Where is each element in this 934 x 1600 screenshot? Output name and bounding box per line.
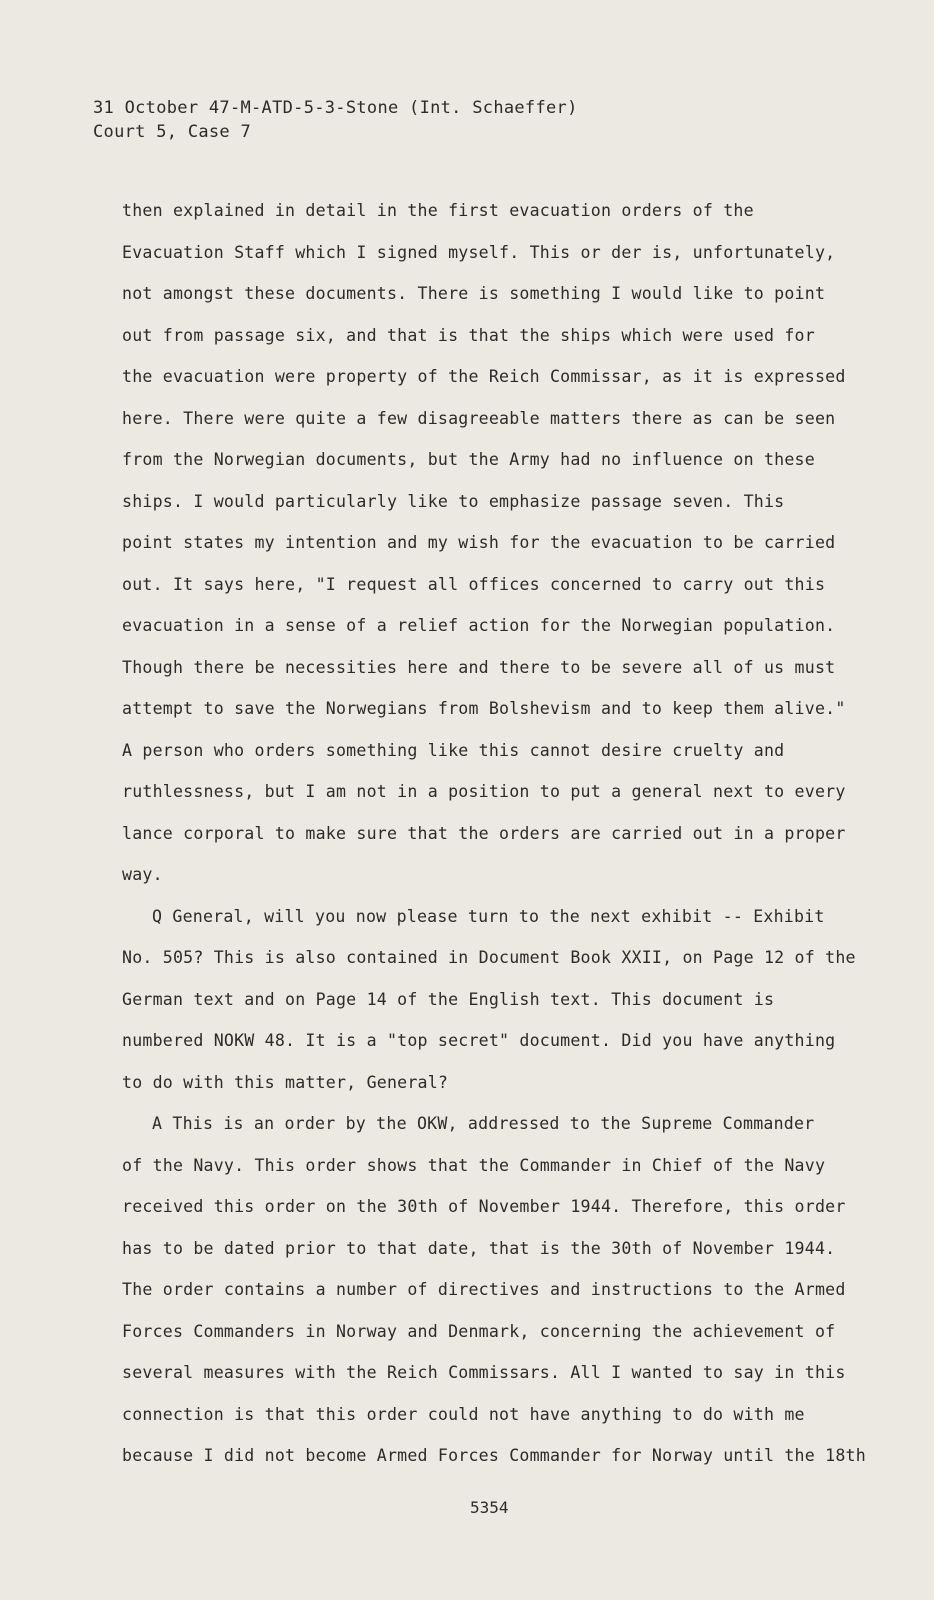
text-line: Q General, will you now please turn to the next exhibit -- Exhibit	[152, 906, 825, 926]
text-line: ships. I would particularly like to emphasize passage seven. This	[122, 491, 785, 511]
text-line: A person who orders something like this cannot desire cruelty and	[122, 740, 785, 760]
text-line: The order contains a number of directives and instructions to the Armed	[122, 1280, 846, 1299]
text-line: of the Navy. This order shows that the Commander in Chief of the Navy	[122, 1155, 826, 1175]
text-line: to do with this matter, General?	[122, 1072, 449, 1092]
text-line: the evacuation were property of the Reich Commissar, as it is expressed	[122, 367, 846, 386]
text-line: numbered NOKW 48. It is a "top secret" document. Did you have anything	[122, 1031, 836, 1050]
transcript-body	[122, 190, 882, 1477]
text-line: several measures with the Reich Commissars. All I wanted to say in this	[122, 1363, 846, 1382]
text-line: Forces Commanders in Norway and Denmark, concerning the achievement of	[122, 1321, 836, 1341]
text-line: German text and on Page 14 of the English text. This document is	[122, 989, 775, 1009]
text-line: out. It says here, "I request all offices concerned to carry out this	[122, 574, 826, 594]
text-line: ruthlessness, but I am not in a position to put a general next to every	[122, 782, 846, 801]
text-line: because I did not become Armed Forces Commander for Norway until the 18th	[122, 1446, 866, 1465]
text-line: out from passage six, and that is that the ships which were used for	[122, 325, 815, 345]
text-line: received this order on the 30th of November 1944. Therefore, this order	[122, 1197, 846, 1216]
text-line: here. There were quite a few disagreeable matters there as can be seen	[122, 408, 836, 428]
document-header	[93, 96, 578, 144]
header-line-1: 31 October 47-M-ATD-5-3-Stone (Int. Schaeffer)	[93, 98, 578, 118]
text-line: lance corporal to make sure that the orders are carried out in a proper	[122, 823, 846, 843]
text-line: way.	[122, 865, 163, 884]
text-line: point states my intention and my wish for the evacuation to be carried	[122, 533, 836, 552]
text-line: attempt to save the Norwegians from Bolshevism and to keep them alive."	[122, 699, 846, 718]
text-line: Though there be necessities here and there to be severe all of us must	[122, 657, 836, 677]
text-line: No. 505? This is also contained in Document Book XXII, on Page 12 of the	[122, 948, 856, 967]
text-line: evacuation in a sense of a relief action for the Norwegian population.	[122, 616, 836, 635]
page-number: 5354	[470, 1498, 509, 1517]
text-line: from the Norwegian documents, but the Army had no influence on these	[122, 450, 815, 469]
header-line-2: Court 5, Case 7	[93, 122, 252, 142]
text-line: has to be dated prior to that date, that is the 30th of November 1944.	[122, 1238, 836, 1258]
text-line: then explained in detail in the first evacuation orders of the	[122, 201, 754, 220]
text-line: Evacuation Staff which I signed myself. This or der is, unfortunately,	[122, 242, 836, 262]
text-line: connection is that this order could not have anything to do with me	[122, 1404, 805, 1424]
text-line: A This is an order by the OKW, addressed to the Supreme Commander	[152, 1114, 815, 1133]
text-line: not amongst these documents. There is something I would like to point	[122, 284, 826, 303]
